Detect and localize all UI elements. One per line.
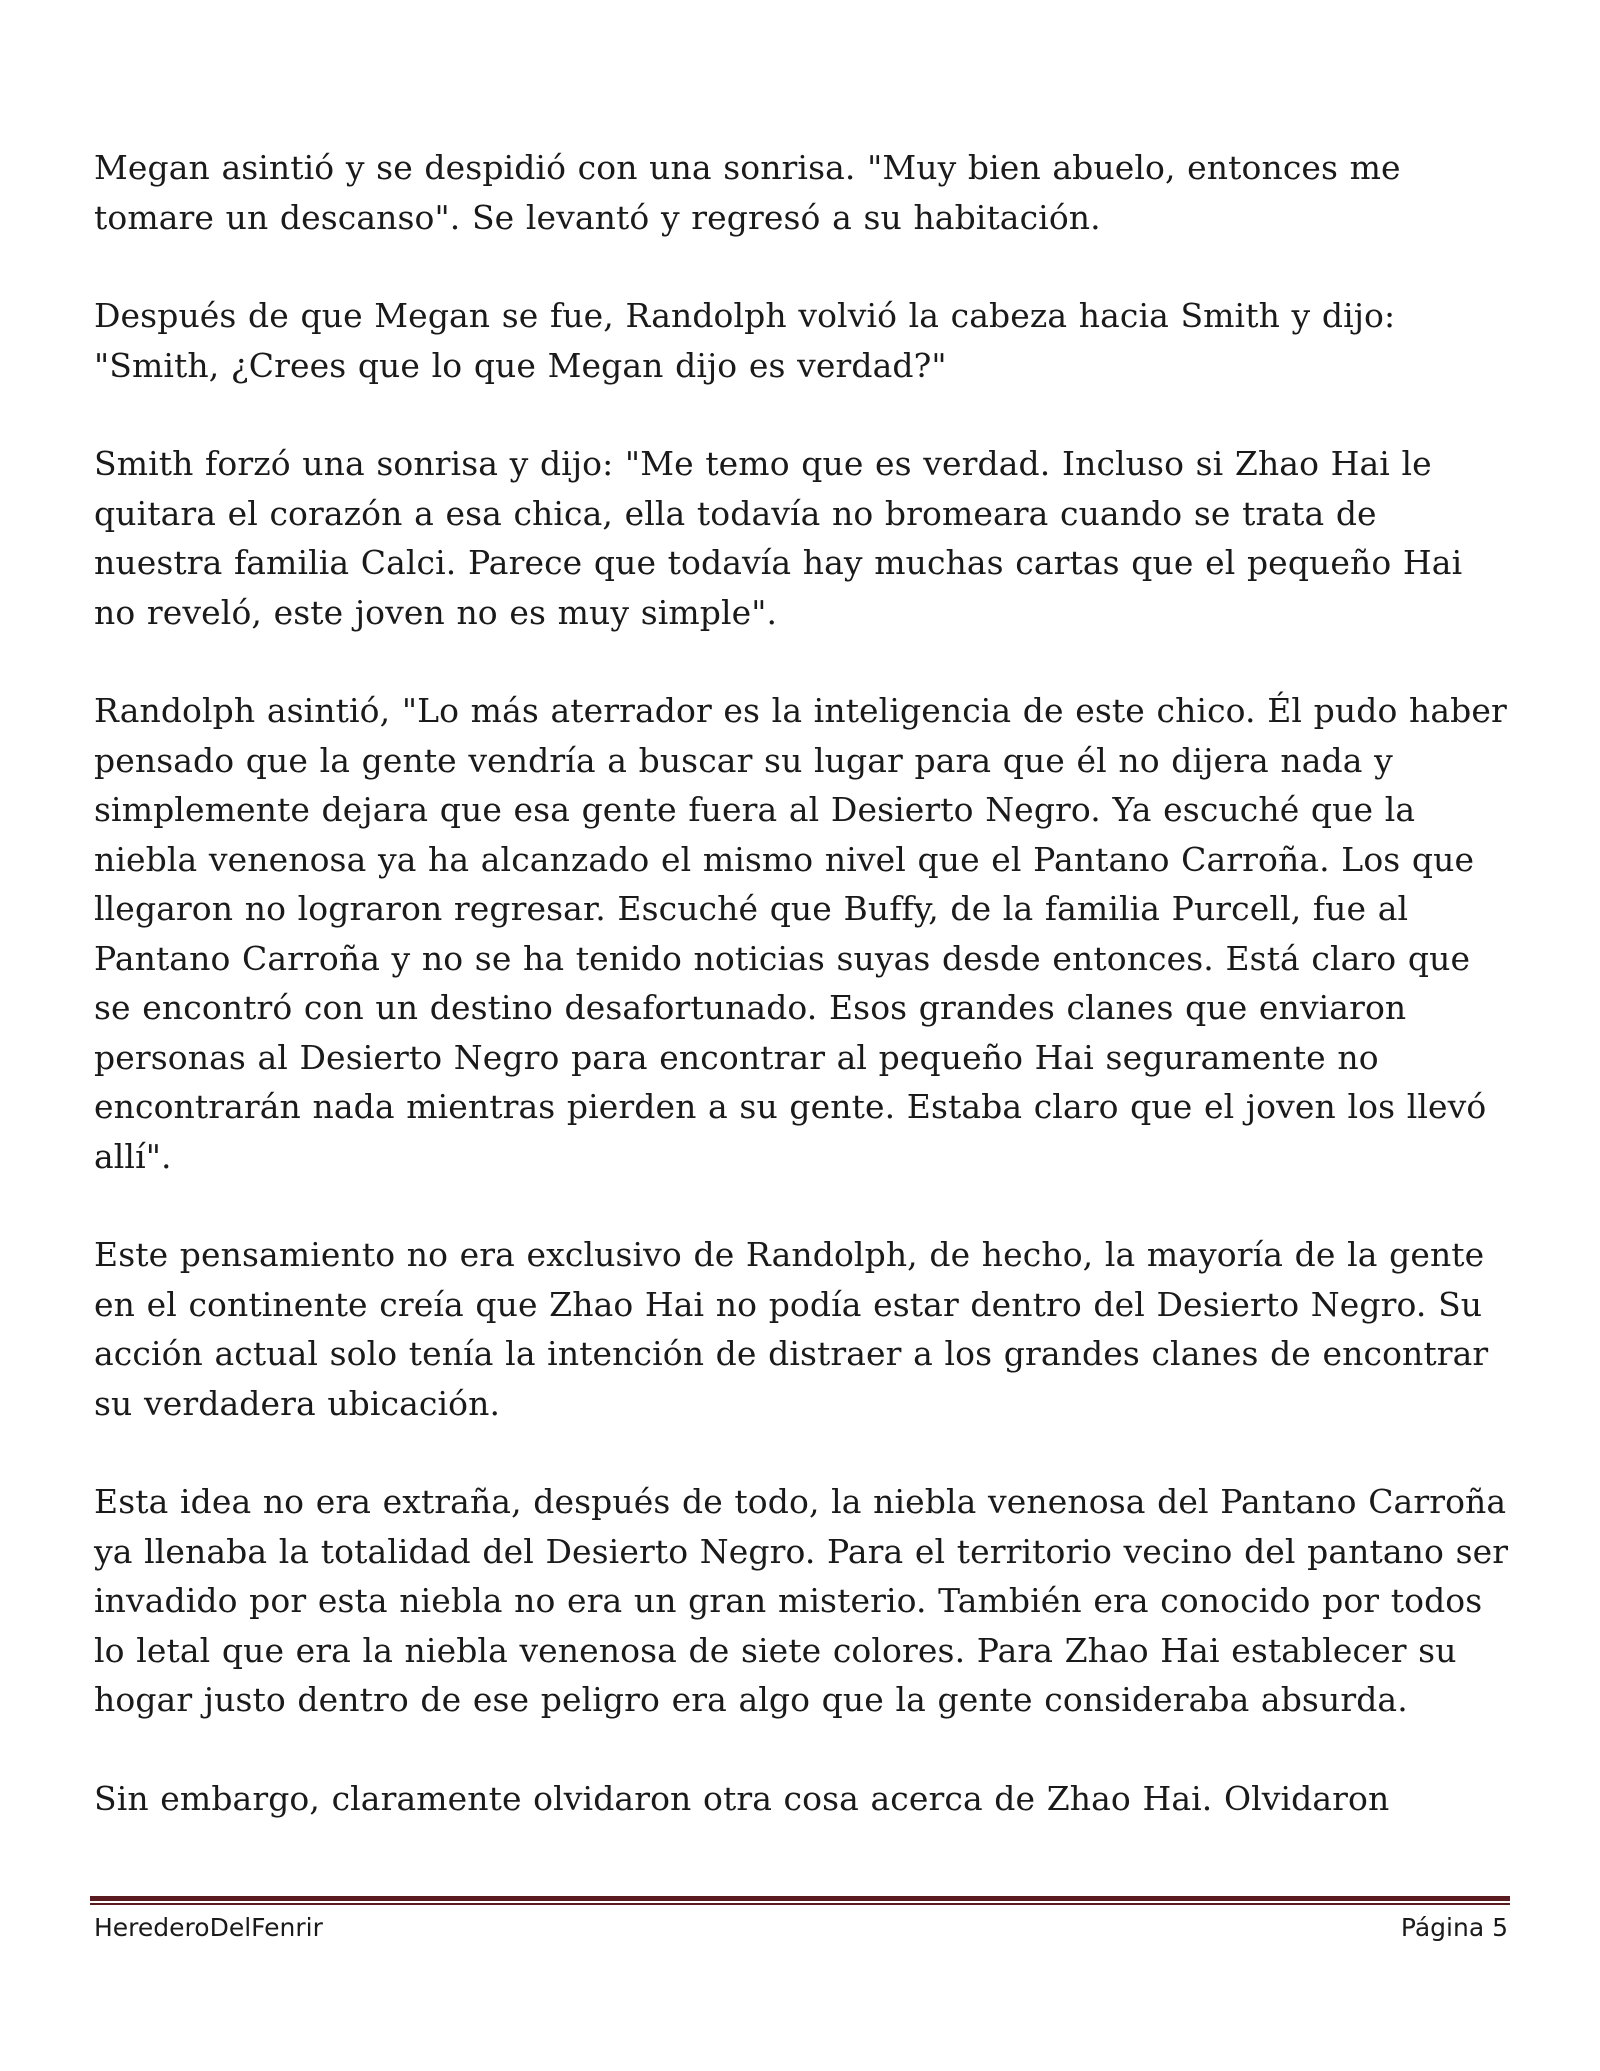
footer-rule-thin — [90, 1903, 1510, 1905]
footer-page-number: Página 5 — [1400, 1913, 1508, 1942]
footer-rule — [90, 1896, 1510, 1906]
page-body — [94, 143, 1514, 1872]
paragraph-5: Este pensamiento no era exclusivo de Randolph, de hecho, la mayoría de la gente en el continente creía que Zhao Hai no podía estar dentro del Desierto Negro. Su acción actual solo tenía la intención de distraer a los grandes clanes de encontrar su verdadera ubicación. — [94, 1235, 1489, 1423]
footer-author: HerederoDelFenrir — [94, 1913, 323, 1942]
paragraph-6: Esta idea no era extraña, después de todo, la niebla venenosa del Pantano Carroña ya llenaba la totalidad del Desierto Negro. Para el territorio vecino del pantano ser invadido por esta niebla no era un gran misterio. También era conocido por todos lo letal que era la niebla venenosa de siete colores. Para Zhao Hai establecer su hogar justo dentro de ese peligro era algo que la gente consideraba absurda. — [94, 1482, 1509, 1719]
paragraph-3: Smith forzó una sonrisa y dijo: "Me temo que es verdad. Incluso si Zhao Hai le quitara el corazón a esa chica, ella todavía no bromeara cuando se trata de nuestra familia Calci. Parece que todavía hay muchas cartas que el pequeño Hai no reveló, este joven no es muy simple". — [94, 444, 1463, 632]
paragraph-2: Después de que Megan se fue, Randolph volvió la cabeza hacia Smith y dijo: "Smith, ¿Crees que lo que Megan dijo es verdad?" — [94, 296, 1396, 385]
page-footer — [94, 1913, 1508, 1942]
paragraph-1: Megan asintió y se despidió con una sonrisa. "Muy bien abuelo, entonces me tomare un descanso". Se levantó y regresó a su habitación. — [94, 148, 1401, 237]
paragraph-7: Sin embargo, claramente olvidaron otra cosa acerca de Zhao Hai. Olvidaron — [94, 1778, 1390, 1818]
paragraph-4: Randolph asintió, "Lo más aterrador es la inteligencia de este chico. Él pudo haber pensado que la gente vendría a buscar su lugar para que él no dijera nada y simplemente dejara que esa gente fuera al Desierto Negro. Ya escuché que la niebla venenosa ya ha alcanzado el mismo nivel que el Pantano Carroña. Los que llegaron no lograron regresar. Escuché que Buffy, de la familia Purcell, fue al Pantano Carroña y no se ha tenido noticias suyas desde entonces. Está claro que se encontró con un destino desafortunado. Esos grandes clanes que enviaron personas al Desierto Negro para encontrar al pequeño Hai seguramente no encontrarán nada mientras pierden a su gente. Estaba claro que el joven los llevó allí". — [94, 691, 1507, 1176]
